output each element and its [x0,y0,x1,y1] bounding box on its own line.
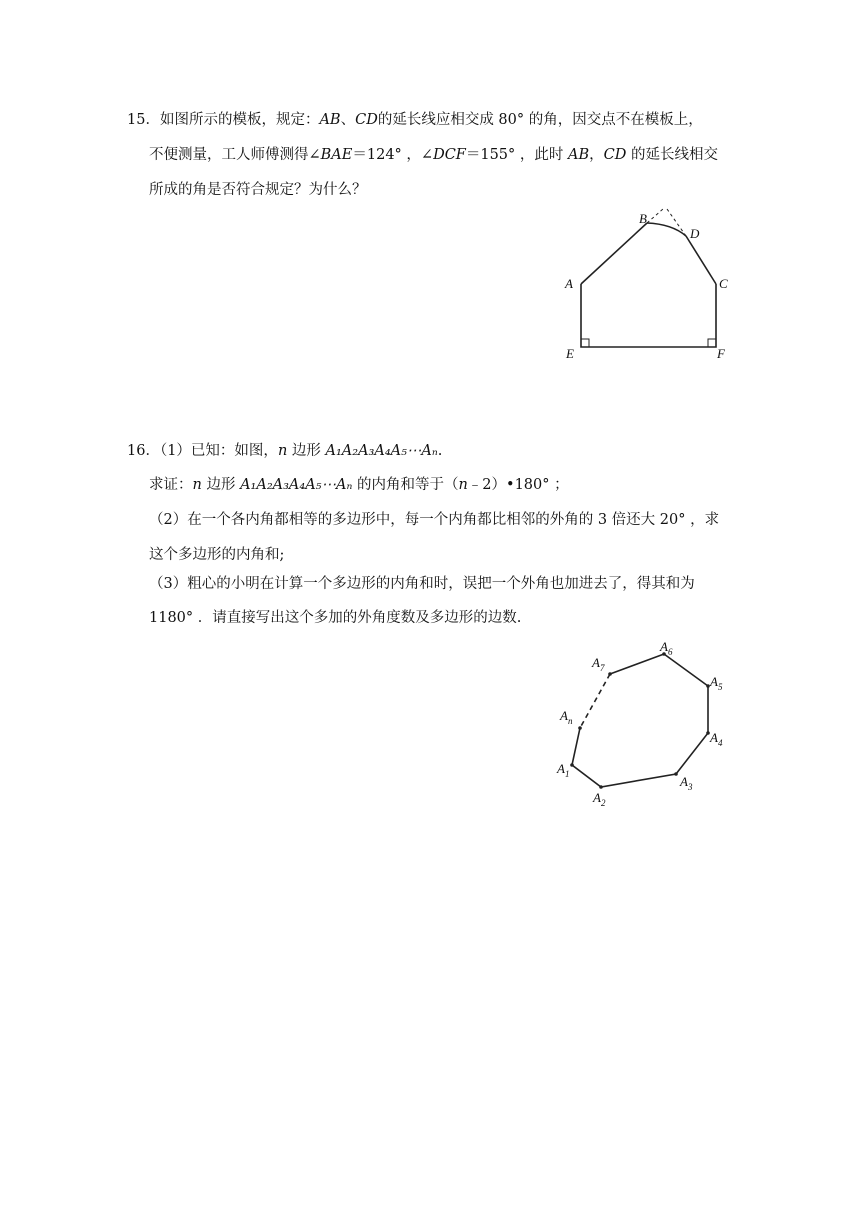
q15-label-b: B [639,211,647,226]
q16-polygon-solid [572,654,708,787]
q16-label-a7: $A_7$ [592,655,605,673]
q16-line-6: 1180° ．请直接写出这个多加的外角度数及多边形的边数. [149,610,522,626]
q16-line-2: 求证：n 边形 A₁A₂A₃A₄A₅⋯Aₙ 的内角和等于（n﹣2）•180° ； [149,477,569,493]
q16-label-a6: $A_6$ [660,639,673,657]
q15-number: 15． [127,112,160,128]
q16-label-a1: $A_1$ [557,761,570,779]
q16-line-5: （3）粗心的小明在计算一个多边形的内角和时，误把一个外角也加进去了，得其和为 [149,576,695,592]
q16-number: 16． [127,443,160,459]
q15-label-f: F [717,346,725,361]
q15-label-d: D [690,226,700,241]
q16-vertex-an [578,726,582,730]
q15-line-3: 所成的角是否符合规定？为什么？ [149,182,367,198]
q16-label-a2: $A_2$ [593,790,606,808]
q15-label-a: A [565,276,573,291]
q15-label-c: C [719,276,728,291]
q16-vertex-a2 [599,785,603,789]
q16-label-a5: $A_5$ [710,674,723,692]
q16-label-an: $A_n$ [560,708,573,726]
q16-line-1: 16．（1）已知：如图，n 边形 A₁A₂A₃A₄A₅⋯Aₙ. [127,443,443,459]
q16-polygon-dashed-side [580,674,610,728]
q16-line-4: 这个多边形的内角和; [149,547,285,563]
q15-line-2: 不便测量，工人师傅测得∠BAE＝124° ，∠DCF＝155° ，此时 AB，CD 的延长线相交 [149,147,718,163]
q16-vertex-a7 [608,672,612,676]
q16-vertex-a3 [674,772,678,776]
q16-label-a3: $A_3$ [680,774,693,792]
q15-label-e: E [566,346,574,361]
q15-line-1: 15．如图所示的模板，规定：AB、CD的延长线应相交成 80° 的角，因交点不在模板上， [127,112,703,128]
q16-line-3: （2）在一个各内角都相等的多边形中，每一个内角都比相邻的外角的 3 倍还大 20° ，求 [149,512,720,528]
q16-label-a4: $A_4$ [710,730,723,748]
q16-vertex-a1 [570,763,574,767]
